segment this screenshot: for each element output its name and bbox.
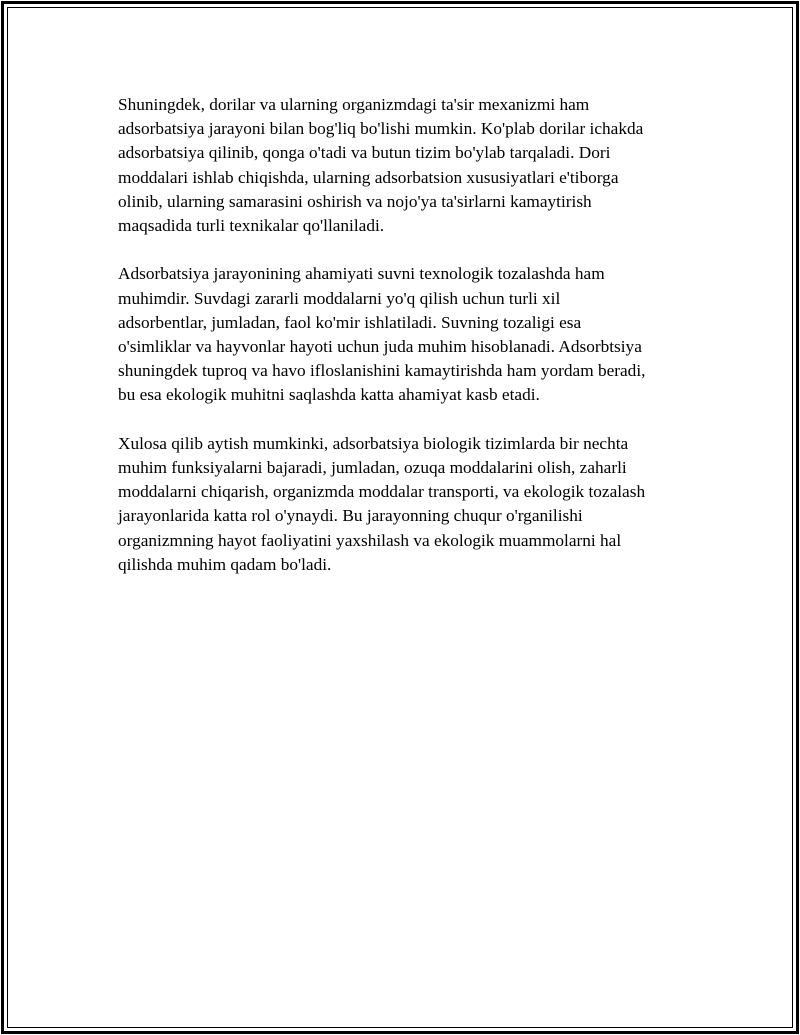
paragraph-water-purification: Adsorbatsiya jarayonining ahamiyati suvni texnologik tozalashda ham muhimdir. Suvdagi zararli moddalarni yo'q qilish uchun turli xil adsorbentlar, jumladan, faol ko'mir ishlatiladi. Suvning tozaligi esa o'simliklar va hayvonlar hayoti uchun juda muhim hisoblanadi. Adsorbtsiya shuningdek tuproq va havo ifloslanishini kamaytirishda ham yordam beradi, bu esa ekologik muhitni saqlashda katta ahamiyat kasb etadi. (118, 264, 646, 405)
document-body (118, 93, 698, 601)
paragraph-conclusion: Xulosa qilib aytish mumkinki, adsorbatsiya biologik tizimlarda bir nechta muhim funksiyalarni bajaradi, jumladan, ozuqa moddalarini olish, zaharli moddalarni chiqarish, organizmda moddalar transporti, va ekologik tozalash jarayonlarida katta rol o'ynaydi. Bu jarayonning chuqur o'rganilishi organizmning hayot faoliyatini yaxshilash va ekologik muammolarni hal qilishda muhim qadam bo'ladi. (118, 433, 646, 574)
paragraph-drug-adsorption: Shuningdek, dorilar va ularning organizmdagi ta'sir mexanizmi ham adsorbatsiya jarayoni bilan bog'liq bo'lishi mumkin. Ko'plab dorilar ichakda adsorbatsiya qilinib, qonga o'tadi va butun tizim bo'ylab tarqaladi. Dori moddalari ishlab chiqishda, ularning adsorbatsion xususiyatlari e'tiborga olinib, ularning samarasini oshirish va nojo'ya ta'sirlarni kamaytirish maqsadida turli texnikalar qo'llaniladi. (118, 95, 644, 236)
